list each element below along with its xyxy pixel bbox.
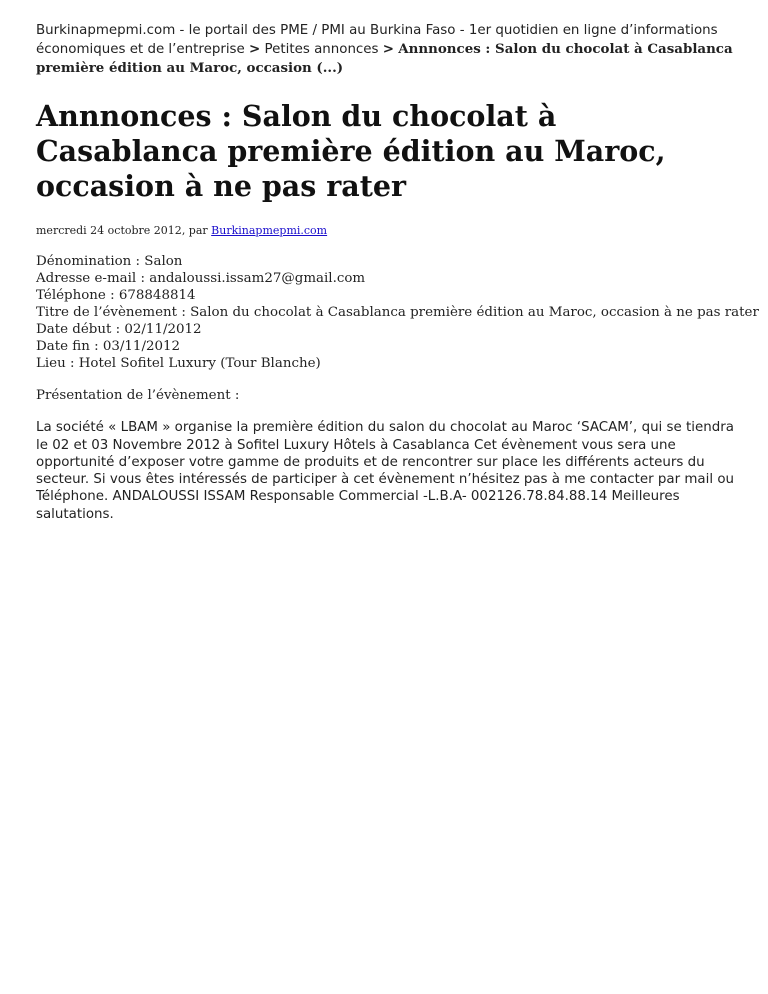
breadcrumb: [36, 22, 736, 78]
article-date: mercredi 24 octobre 2012: [36, 224, 182, 237]
breadcrumb-site[interactable]: Burkinapmepmi.com - le portail des PME / PMI au Burkina Faso - 1er quotidien en ligne d’informations économiques et de l’entreprise: [36, 23, 718, 57]
byline-prefix: , par: [181, 224, 212, 237]
article-page: [36, 22, 759, 523]
breadcrumb-section[interactable]: Petites annonces: [264, 42, 379, 57]
breadcrumb-separator: >: [249, 42, 261, 57]
field-location: Lieu : Hotel Sofitel Luxury (Tour Blanche): [36, 356, 321, 371]
article-body: La société « LBAM » organise la première édition du salon du chocolat au Maroc ‘SACAM’, qui se tiendra le 02 et 03 Novembre 2012 à Sofitel Luxury Hôtels à Casablanca Cet évènement vous sera une opportunité d’exposer votre gamme de produits et de rencontrer sur place les différents acteurs du secteur. Si vous êtes intéressés de participer à cet évènement n’hésitez pas à me contacter par mail ou Téléphone. ANDALOUSSI ISSAM Responsable Commercial -L.B.A- 002126.78.84.88.14 Meilleures salutations.: [36, 420, 734, 522]
field-email: Adresse e-mail : andaloussi.issam27@gmail.com: [36, 271, 366, 286]
field-telephone: Téléphone : 678848814: [36, 288, 196, 303]
field-start-date: Date début : 02/11/2012: [36, 322, 202, 337]
field-denomination: Dénomination : Salon: [36, 254, 183, 269]
announcement-fields: [36, 253, 759, 372]
article-byline: [36, 224, 736, 238]
breadcrumb-current: Annnonces : Salon du chocolat à Casablanca première édition au Maroc, occasion (...): [36, 41, 733, 76]
field-event-title: Titre de l’évènement : Salon du chocolat à Casablanca première édition au Maroc, occasion à ne pas rater: [36, 305, 759, 320]
presentation-label: Présentation de l’évènement :: [36, 388, 240, 403]
breadcrumb-separator: >: [382, 42, 395, 57]
field-end-date: Date fin : 03/11/2012: [36, 339, 181, 354]
page-title: Annnonces : Salon du chocolat à Casablanca première édition au Maroc, occasion à ne pas rater: [36, 99, 666, 203]
author-link[interactable]: Burkinapmepmi.com: [211, 224, 328, 237]
